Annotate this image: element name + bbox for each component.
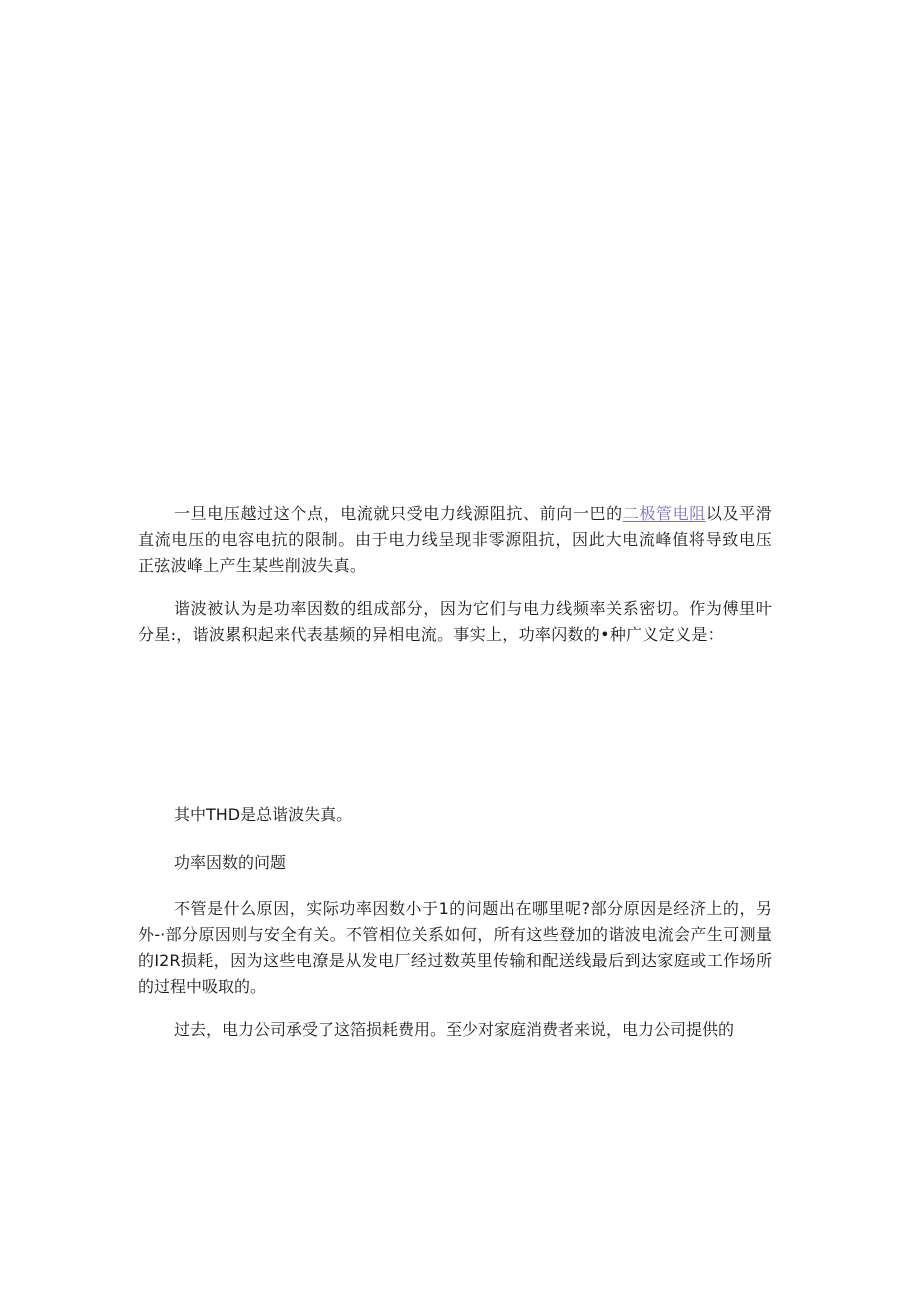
paragraph-clipping-distortion: [138, 501, 772, 579]
diode-resistance-link[interactable]: 二极管电阻: [622, 504, 706, 523]
section-heading-power-factor-problem: 功率因数的问题: [174, 853, 287, 872]
paragraph-harmonics: 谐波被认为是功率因数的组成部分，因为它们与电力线频率关系密切。作为傅里叶分星:，谐波累积起来代表基频的异相电流。事实上，功率闪数的•种广义定义是：: [138, 599, 772, 644]
paragraph-thd-definition: 其中THD是总谐波失真。: [174, 805, 353, 824]
paragraph-power-factor-losses: 不管是什么原因，实际功率因数小于1的问题出在哪里呢?部分原因是经济上的，另外-·部分原因则与安全有关。不管相位关系如何，所有这些登加的谐波电流会产生可测量的I2R损耗，因为这些电潦是从发电厂经过数英里传输和配送线最后到达家庭或工作场所的过程中吸取的。: [138, 899, 772, 996]
paragraph-text-after-link: 以及平滑直流电压的电容电抗的限制。由于电力线呈现非零源阻抗，因此大电流峰值将导致电压正弦波峰上产生某些削波失真。: [138, 504, 772, 575]
paragraph-utility-costs: 过去，电力公司承受了这箔损耗费用。至少对家庭消费者来说，电力公司提供的: [174, 1020, 735, 1039]
paragraph-text-before-link: 一旦电压越过这个点，电流就只受电力线源阻抗、前向一巴的: [174, 504, 623, 523]
